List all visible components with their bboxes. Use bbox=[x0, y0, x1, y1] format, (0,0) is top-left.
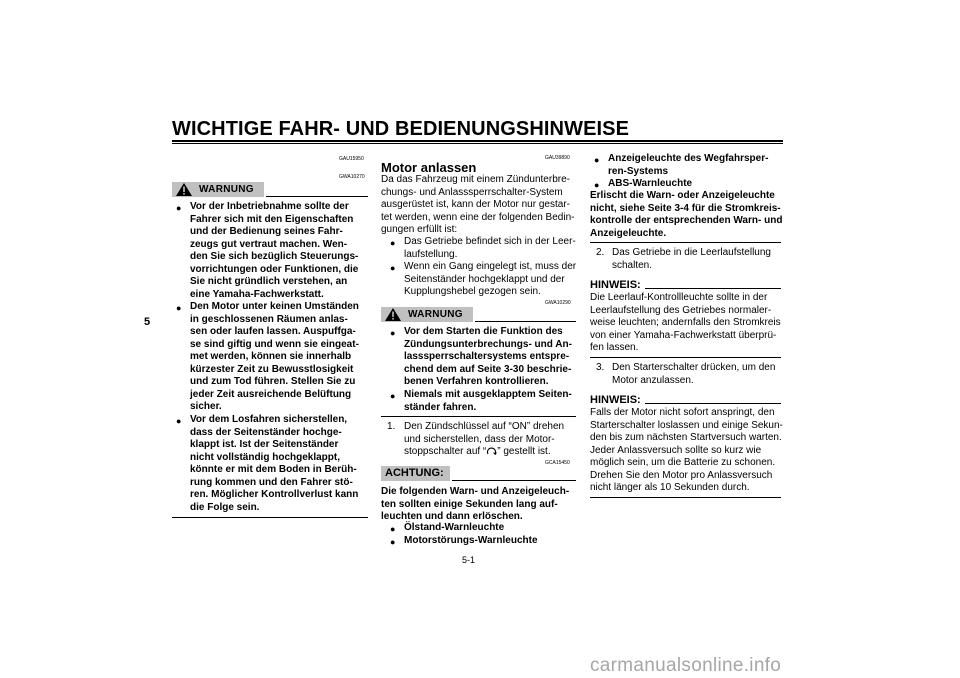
bullet-icon: ● bbox=[390, 537, 396, 547]
section-heading: Motor anlassen bbox=[381, 160, 477, 175]
warning-label: WARNUNG bbox=[199, 184, 254, 195]
step-3: Den Starterschalter drücken, um den Motor anzulassen. bbox=[612, 362, 776, 386]
step-number: 2. bbox=[596, 247, 605, 258]
caution-rule bbox=[452, 480, 576, 481]
light-item: ABS-Warnleuchte bbox=[608, 178, 693, 189]
bullet-icon: ● bbox=[390, 391, 396, 401]
ref-code: GAU39890 bbox=[545, 155, 570, 161]
warning-end-rule bbox=[172, 517, 368, 518]
warning-label: WARNUNG bbox=[408, 309, 463, 320]
note-rule bbox=[645, 403, 781, 404]
warning-bullet-5: Niemals mit ausgeklapptem Seiten- ständer fahren. bbox=[404, 389, 572, 413]
warning-end-rule bbox=[381, 416, 576, 417]
bullet-icon: ● bbox=[390, 328, 396, 338]
warning-box bbox=[172, 182, 264, 197]
light-item: Ölstand-Warnleuchte bbox=[404, 522, 505, 533]
warning-rule bbox=[475, 321, 576, 322]
note-end-rule bbox=[590, 357, 781, 358]
caution-end-rule bbox=[590, 242, 781, 243]
intro-paragraph: Da das Fahrzeug mit einem Zündunterbre- chungs- und Anlasssperrschalter-System ausgerüstet ist, kann der Motor nur gestar- tet werden, wenn eine der folgenden Bedin- gungen erfüllt ist: bbox=[381, 174, 575, 235]
bullet-icon: ● bbox=[594, 155, 600, 165]
note-rule bbox=[645, 288, 781, 289]
warning-box bbox=[381, 307, 473, 322]
title-rule bbox=[172, 140, 783, 142]
warning-bullet-4: Vor dem Starten die Funktion des Zündungsunterbrechungs- und An- lasssperrschaltersystems entspre- chend dem auf Seite 3-30 beschrie- benen Verfahren kontrollieren. bbox=[404, 326, 572, 387]
note-label: HINWEIS: bbox=[590, 279, 641, 291]
bullet-icon: ● bbox=[176, 203, 182, 213]
page-title: WICHTIGE FAHR- UND BEDIENUNGSHINWEISE bbox=[172, 118, 630, 140]
warning-triangle-icon bbox=[176, 183, 192, 196]
bullet-icon: ● bbox=[390, 238, 396, 248]
ref-code: GCA15450 bbox=[545, 460, 570, 466]
bullet-icon: ● bbox=[390, 263, 396, 273]
page-number: 5-1 bbox=[462, 555, 476, 565]
ref-code: GWA10270 bbox=[339, 174, 365, 180]
caution-box bbox=[381, 466, 450, 481]
warning-bullet-2: Den Motor unter keinen Umständen in geschlossenen Räumen anlas- sen oder laufen lassen. Auspuffga- se sind giftig und wenn sie eingeat- met werden, können sie innerhalb kürzester Zeit zu Bewusstlosigkeit und zum Tod führen. Stellen Sie zu jeder Zeit ausreichende Belüftung sicher. bbox=[190, 301, 359, 412]
light-item: Anzeigeleuchte des Wegfahrsper- ren-Systems bbox=[608, 153, 769, 177]
condition-1: Das Getriebe befindet sich in der Leer- laufstellung. bbox=[404, 236, 576, 260]
bullet-icon: ● bbox=[176, 416, 182, 426]
caution-end-text: Erlischt die Warn- oder Anzeigeleuchte nicht, siehe Seite 3-4 für die Stromkreis- kontrolle der entsprechenden Warn- und Anzeigeleuchte. bbox=[590, 190, 783, 239]
condition-2: Wenn ein Gang eingelegt ist, muss der Seitenständer hochgeklappt und der Kupplungshebel gezogen sein. bbox=[404, 261, 577, 297]
warning-bullet-1: Vor der Inbetriebnahme sollte der Fahrer sich mit den Eigenschaften und der Bedienung seines Fahr- zeugs gut vertraut machen. Wen- den Sie sich bezüglich Steuerungs- vorrichtungen oder Funktionen, die Sie nicht gründlich verstehen, an eine Yamaha-Fachwerkstatt. bbox=[190, 201, 359, 300]
note-label: HINWEIS: bbox=[590, 394, 641, 406]
step-1: Den Zündschlüssel auf “ON” drehen und sicherstellen, dass der Motor- stoppschalter auf “ ” gestellt ist. bbox=[404, 421, 565, 457]
watermark: carmanualsonline.info bbox=[590, 655, 782, 676]
light-item: Motorstörungs-Warnleuchte bbox=[404, 535, 538, 546]
caution-label: ACHTUNG: bbox=[385, 467, 444, 479]
note-text-2: Falls der Motor nicht sofort anspringt, den Starterschalter loslassen und einige Sekun- den bis zum nächsten Startversuch warten. Jeder Anlassversuch sollte so kurz wie möglich sein, um die Batterie zu schonen. Drehen Sie den Motor pro Anlassversuch nicht länger als 10 Sekunden durch. bbox=[590, 407, 783, 493]
step-number: 3. bbox=[596, 362, 605, 373]
title-rule-thin bbox=[172, 143, 783, 144]
step-number: 1. bbox=[387, 421, 396, 432]
warning-triangle-icon bbox=[385, 308, 401, 321]
note-end-rule bbox=[590, 497, 781, 498]
ref-code: GAU15950 bbox=[339, 156, 364, 162]
warning-bullet-3: Vor dem Losfahren sicherstellen, dass der Seitenständer hochge- klappt ist. Ist der Seitenständer nicht vollständig hochgeklappt, könnte er mit dem Boden in Berüh- rung kommen und den Fahrer stö- ren. Möglicher Kontrollverlust kann die Folge sein. bbox=[190, 414, 359, 513]
bullet-icon: ● bbox=[176, 303, 182, 313]
chapter-number: 5 bbox=[144, 316, 151, 328]
bullet-icon: ● bbox=[594, 180, 600, 190]
engine-stop-run-icon bbox=[486, 446, 497, 455]
ref-code: GWA10290 bbox=[545, 300, 571, 306]
note-text-1: Die Leerlauf-Kontrollleuchte sollte in der Leerlaufstellung des Getriebes normaler- weise leuchten; andernfalls den Stromkreis von einer Yamaha-Fachwerkstatt überprü- fen lassen. bbox=[590, 292, 781, 353]
caution-text: Die folgenden Warn- und Anzeigeleuch- ten sollten einige Sekunden lang auf- leuchten und dann erlöschen. bbox=[381, 486, 570, 522]
step-2: Das Getriebe in die Leerlaufstellung schalten. bbox=[612, 247, 771, 271]
bullet-icon: ● bbox=[390, 524, 396, 534]
warning-rule bbox=[266, 196, 368, 197]
